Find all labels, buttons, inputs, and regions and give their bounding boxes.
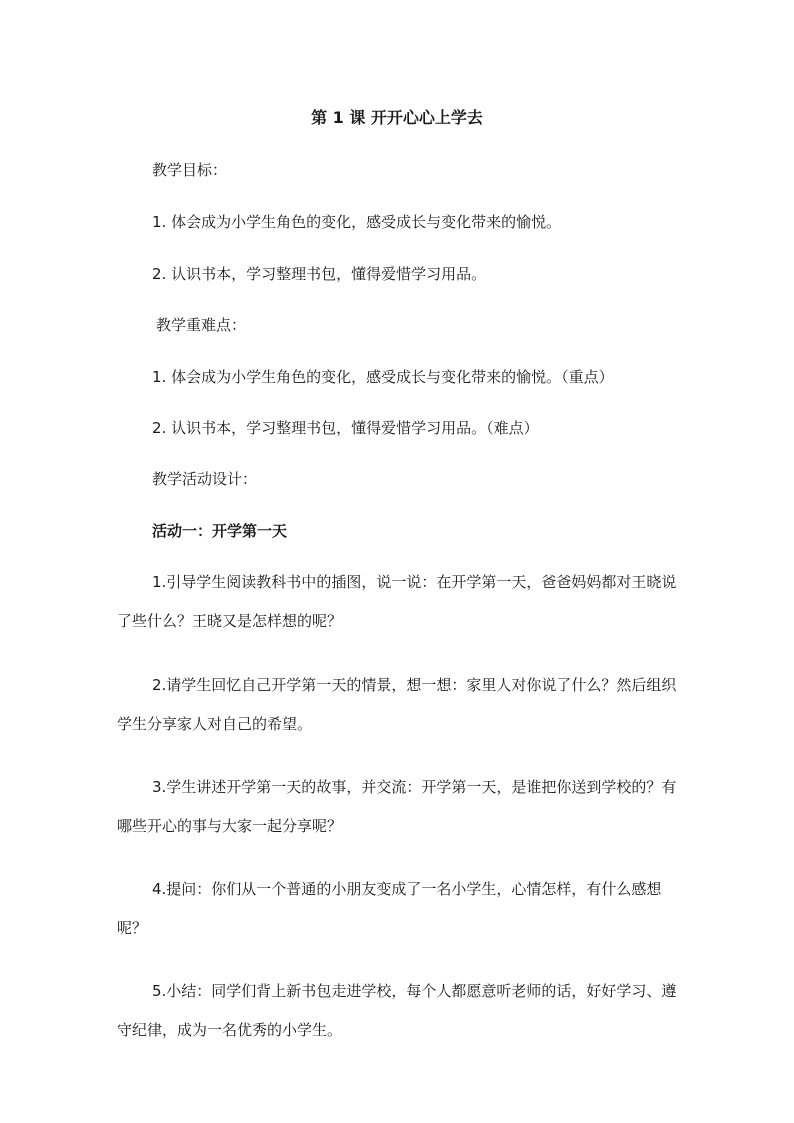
activity-step: 2.请学生回忆自己开学第一天的情景，想一想：家里人对你说了什么？然后组织学生分享家人对自己的希望。: [117, 676, 677, 733]
key-point-item: 1. 体会成为小学生角色的变化，感受成长与变化带来的愉悦。（重点）: [152, 368, 614, 386]
activity-heading: 活动一：开学第一天: [152, 522, 288, 540]
goal-item: 1. 体会成为小学生角色的变化，感受成长与变化带来的愉悦。: [152, 213, 562, 231]
activity-step: 5.小结：同学们背上新书包走进学校，每个人都愿意听老师的话，好好学习、遵守纪律，成为一名优秀的小学生。: [117, 982, 677, 1039]
lesson-title: 第 1 课 开开心心上学去: [311, 108, 483, 127]
design-heading: 教学活动设计：: [152, 470, 258, 488]
goals-heading: 教学目标：: [152, 161, 228, 179]
key-points-heading: 教学重难点：: [156, 316, 247, 334]
key-point-item: 2. 认识书本，学习整理书包，懂得爱惜学习用品。（难点）: [152, 419, 539, 437]
activity-step: 4.提问：你们从一个普通的小朋友变成了一名小学生，心情怎样，有什么感想呢？: [117, 880, 662, 937]
activity-step: 1.引导学生阅读教科书中的插图，说一说：在开学第一天，爸爸妈妈都对王晓说了些什么？王晓又是怎样想的呢？: [117, 573, 677, 630]
goal-item: 2. 认识书本，学习整理书包，懂得爱惜学习用品。: [152, 265, 487, 283]
activity-step: 3.学生讲述开学第一天的故事，并交流：开学第一天，是谁把你送到学校的？有哪些开心的事与大家一起分享呢？: [117, 778, 677, 835]
